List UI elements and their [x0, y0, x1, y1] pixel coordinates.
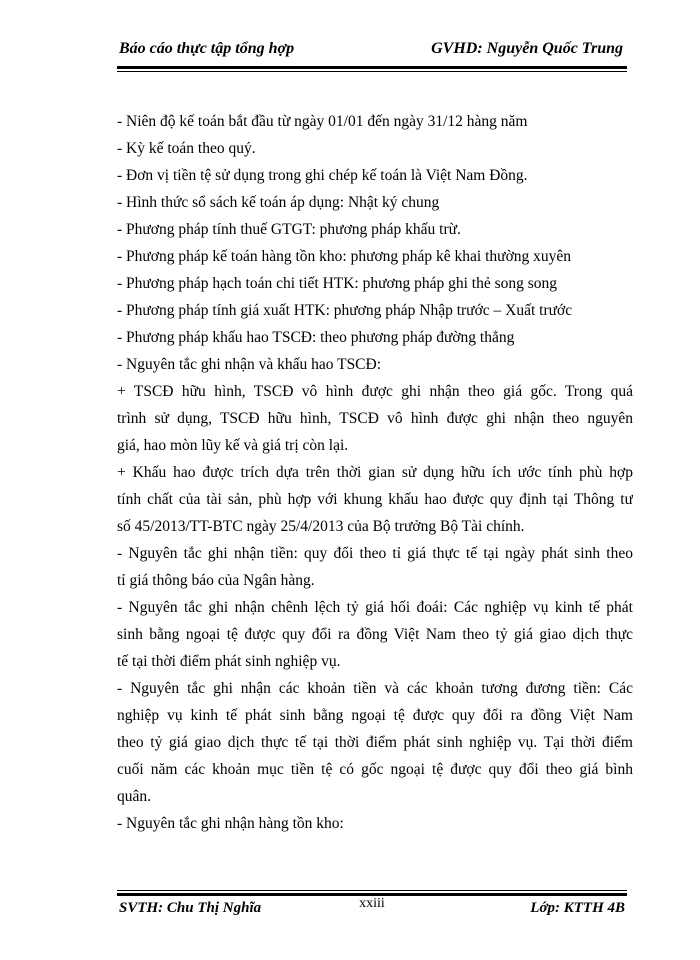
paragraph-tscd-cost — [117, 378, 633, 459]
paragraph-depreciation — [117, 459, 633, 540]
text-line: - Đơn vị tiền tệ sử dụng trong ghi chép kế toán là Việt Nam Đồng. — [117, 167, 528, 184]
text-line: - Kỳ kế toán theo quý. — [117, 140, 256, 157]
paragraph-line: - Nguyên tắc ghi nhận chênh lệch tỷ giá hối đoái: Các nghiệp vụ kinh tế phát — [117, 599, 633, 616]
text-line: - Phương pháp kế toán hàng tồn kho: phương pháp kê khai thường xuyên — [117, 248, 572, 265]
paragraph-line: cuối năm các khoản mục tiền tệ có gốc ngoại tệ được quy đổi theo giá bình — [117, 761, 633, 778]
page-number: xxiii — [359, 896, 385, 911]
paragraph-line: - Nguyên tắc ghi nhận tiền: quy đổi theo tỉ giá thực tế tại ngày phát sinh theo — [117, 545, 633, 562]
paragraph-line: nghiệp vụ kinh tế phát sinh bằng ngoại tệ được quy đổi ra đồng Việt Nam — [117, 707, 633, 724]
page-header — [117, 36, 627, 66]
text-line: - Niên độ kế toán bắt đầu từ ngày 01/01 đến ngày 31/12 hàng năm — [117, 113, 528, 130]
paragraph-last-line: tế tại thời điểm phát sinh nghiệp vụ. — [117, 653, 341, 670]
page-footer — [117, 896, 627, 926]
text-line: - Phương pháp tính thuế GTGT: phương pháp khấu trừ. — [117, 221, 461, 238]
text-line: - Nguyên tắc ghi nhận và khấu hao TSCĐ: — [117, 356, 382, 373]
paragraph-line: tính chất của tài sản, phù hợp với khung khấu hao được quy định tại Thông tư — [117, 491, 633, 508]
text-line: - Phương pháp tính giá xuất HTK: phương pháp Nhập trước – Xuất trước — [117, 302, 573, 319]
footer-student: SVTH: Chu Thị Nghĩa — [119, 900, 262, 916]
header-report-title: Báo cáo thực tập tổng hợp — [119, 40, 295, 57]
paragraph-line: - Nguyên tắc ghi nhận các khoản tiền và các khoản tương đương tiền: Các — [117, 680, 633, 697]
text-line: - Phương pháp hạch toán chi tiết HTK: phương pháp ghi thẻ song song — [117, 275, 558, 292]
paragraph-cash-equivalents — [117, 675, 633, 810]
document-body — [117, 108, 633, 837]
paragraph-cash-recognition — [117, 540, 633, 594]
paragraph-line: + TSCĐ hữu hình, TSCĐ vô hình được ghi nhận theo giá gốc. Trong quá — [117, 383, 633, 400]
text-line: - Hình thức sổ sách kế toán áp dụng: Nhật ký chung — [117, 194, 440, 211]
header-rule-thin — [117, 71, 627, 72]
paragraph-line: sinh bằng ngoại tệ được quy đổi ra đồng Việt Nam theo tỷ giá giao dịch thực — [117, 626, 633, 643]
paragraph-exchange-rate — [117, 594, 633, 675]
paragraph-last-line: giá, hao mòn lũy kế và giá trị còn lại. — [117, 437, 349, 454]
paragraph-line: + Khấu hao được trích dựa trên thời gian sử dụng hữu ích ước tính phù hợp — [117, 464, 633, 481]
footer-class: Lớp: KTTH 4B — [530, 900, 625, 916]
paragraph-last-line: quân. — [117, 788, 152, 805]
paragraph-last-line: số 45/2013/TT-BTC ngày 25/4/2013 của Bộ trưởng Bộ Tài chính. — [117, 518, 525, 535]
text-line-inventory: - Nguyên tắc ghi nhận hàng tồn kho: — [117, 815, 344, 832]
paragraph-last-line: tỉ giá thông báo của Ngân hàng. — [117, 572, 315, 589]
paragraph-line: trình sử dụng, TSCĐ hữu hình, TSCĐ vô hình được ghi nhận theo nguyên — [117, 410, 633, 427]
text-line: - Phương pháp khấu hao TSCĐ: theo phương pháp đường thẳng — [117, 329, 515, 346]
header-supervisor: GVHD: Nguyễn Quốc Trung — [431, 40, 623, 57]
header-rule-thick — [117, 66, 627, 69]
paragraph-line: theo tỷ giá giao dịch thực tế tại thời điểm phát sinh nghiệp vụ. Tại thời điểm — [117, 734, 633, 751]
footer-rule-thin — [117, 890, 627, 891]
